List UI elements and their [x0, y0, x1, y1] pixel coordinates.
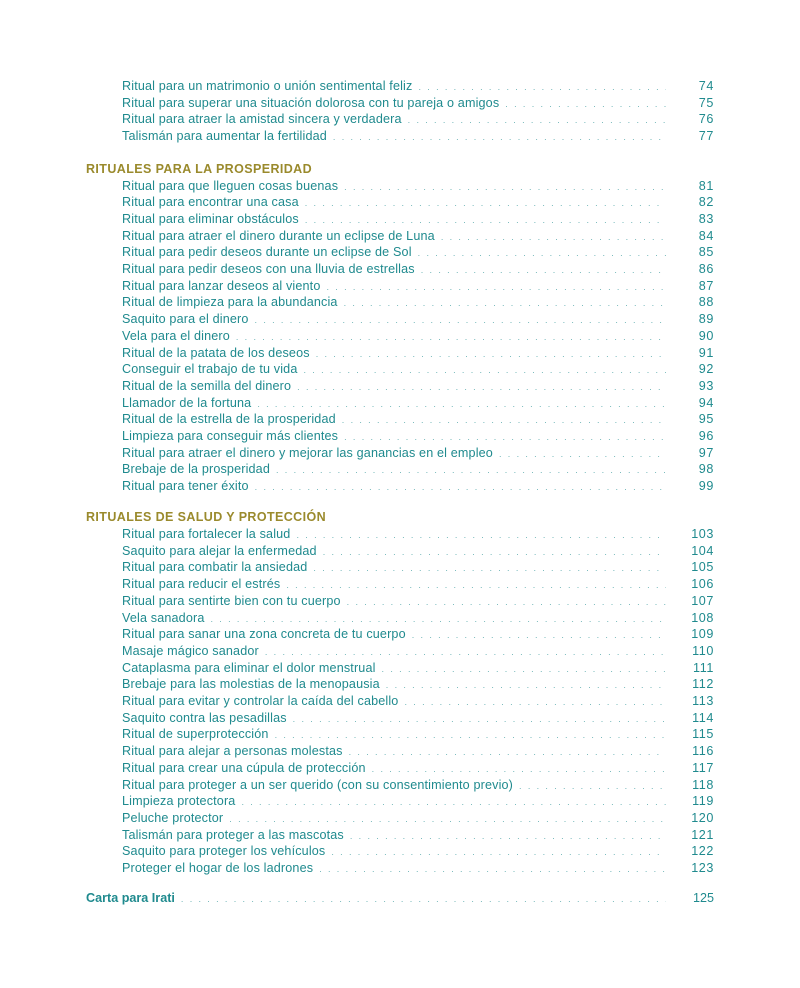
leader-dots: [386, 677, 666, 694]
leader-dots: [316, 346, 666, 363]
toc-entry[interactable]: [122, 311, 714, 328]
leader-dots: [418, 245, 666, 262]
toc-entry-page: 98: [698, 462, 714, 477]
leader-dots: [286, 577, 666, 594]
toc-entry[interactable]: [122, 760, 714, 777]
toc-entry-title: Ritual para atraer la amistad sincera y verdadera: [122, 112, 402, 127]
toc-entry-page: 91: [698, 345, 714, 360]
toc-entry[interactable]: [122, 411, 714, 428]
toc-entry-title: Ritual para atraer el dinero durante un eclipse de Luna: [122, 228, 435, 243]
toc-entry-page: 82: [698, 195, 714, 210]
toc-entry[interactable]: [122, 576, 714, 593]
toc-entry-page: 87: [698, 278, 714, 293]
leader-dots: [319, 861, 666, 878]
toc-entry-page: 88: [698, 295, 714, 310]
leader-dots: [305, 195, 666, 212]
toc-entry[interactable]: [122, 178, 714, 195]
toc-entry[interactable]: [122, 294, 714, 311]
toc-entry-page: 110: [692, 643, 714, 658]
toc-entry-page: 114: [692, 710, 714, 725]
toc-entry-page: 121: [691, 827, 714, 842]
toc-entry[interactable]: [122, 777, 714, 794]
toc-entry-title: Saquito para alejar la enfermedad: [122, 543, 317, 558]
toc-entry[interactable]: [122, 710, 714, 727]
toc-entry[interactable]: [122, 610, 714, 627]
toc-entry-title: Saquito para proteger los vehículos: [122, 844, 326, 859]
toc-entry-title: Ritual de la patata de los deseos: [122, 345, 310, 360]
toc-entry-page: 123: [691, 861, 714, 875]
toc-entry[interactable]: [122, 543, 714, 560]
leader-dots: [313, 560, 666, 577]
toc-entry-title: Ritual para atraer el dinero y mejorar las ganancias en el empleo: [122, 445, 493, 460]
toc-entry-page: 92: [698, 362, 714, 377]
toc-entry-page: 103: [691, 527, 714, 541]
toc-entry[interactable]: [122, 726, 714, 743]
toc-entry-page: 77: [698, 129, 714, 144]
toc-entry-title: Limpieza para conseguir más clientes: [122, 429, 339, 443]
toc-entry[interactable]: [122, 361, 714, 378]
toc-entry-title: Ritual para sanar una zona concreta de tu cuerpo: [122, 627, 406, 642]
toc-final-entry-title: Carta para Irati: [86, 891, 175, 905]
toc-entry-title: Ritual para pedir deseos durante un eclipse de Sol: [122, 245, 412, 260]
toc-entry-page: 107: [691, 593, 714, 608]
toc-entry[interactable]: [122, 626, 714, 643]
toc-entry-title: Cataplasma para eliminar el dolor menstrual: [122, 660, 376, 675]
toc-entry-title: Ritual para pedir deseos con una lluvia de estrellas: [122, 262, 415, 276]
toc-entry-page: 84: [698, 228, 714, 243]
toc-entry[interactable]: [122, 95, 714, 112]
leader-dots: [181, 891, 666, 908]
toc-entry-page: 111: [693, 660, 714, 675]
toc-entry-title: Brebaje para las molestias de la menopausia: [122, 677, 380, 692]
toc-entry-title: Saquito contra las pesadillas: [122, 710, 287, 725]
toc-entry-page: 97: [698, 445, 714, 460]
toc-entry[interactable]: [122, 328, 714, 345]
leader-dots: [255, 312, 666, 329]
toc-entry[interactable]: [122, 526, 714, 543]
leader-dots: [342, 412, 666, 429]
toc-entry-title: Ritual para superar una situación dolorosa con tu pareja o amigos: [122, 95, 500, 110]
toc-entry-title: Ritual para combatir la ansiedad: [122, 560, 308, 575]
leader-dots: [382, 661, 666, 678]
toc-entry[interactable]: [122, 743, 714, 760]
leader-dots: [344, 429, 666, 446]
toc-entry-page: 116: [692, 744, 714, 759]
toc-entry-page: 106: [691, 577, 714, 592]
toc-entry-title: Ritual para que lleguen cosas buenas: [122, 178, 339, 193]
toc-entry[interactable]: [122, 278, 714, 295]
leader-dots: [349, 744, 666, 761]
toc-entry[interactable]: [122, 676, 714, 693]
toc-entry-page: 120: [691, 810, 714, 825]
toc-entry[interactable]: [122, 810, 714, 827]
toc-entry-title: Ritual de limpieza para la abundancia: [122, 295, 338, 310]
toc-entry-title: Ritual para reducir el estrés: [122, 577, 281, 592]
leader-dots: [441, 229, 666, 246]
leader-dots: [408, 112, 666, 129]
toc-entry-title: Conseguir el trabajo de tu vida: [122, 362, 298, 377]
leader-dots: [210, 611, 666, 628]
toc-entry-page: 115: [692, 727, 714, 742]
toc-entry-title: Llamador de la fortuna: [122, 395, 252, 410]
toc-entry[interactable]: [122, 693, 714, 710]
toc-entry[interactable]: [122, 643, 714, 660]
toc-entry-title: Saquito para el dinero: [122, 312, 249, 327]
toc-entry-title: Ritual de superprotección: [122, 727, 269, 742]
toc-entry[interactable]: [122, 228, 714, 245]
leader-dots: [236, 329, 666, 346]
toc-entry-title: Ritual para proteger a un ser querido (con su consentimiento previo): [122, 777, 514, 792]
section-heading: RITUALES PARA LA PROSPERIDAD: [86, 162, 313, 176]
leader-dots: [519, 778, 666, 795]
toc-entry-title: Ritual para fortalecer la salud: [122, 527, 291, 541]
toc-entry-page: 81: [698, 178, 714, 193]
toc-entry-title: Vela sanadora: [122, 610, 205, 625]
toc-entry-title: Vela para el dinero: [122, 328, 230, 343]
toc-entry-page: 122: [691, 844, 714, 859]
leader-dots: [326, 279, 666, 296]
toc-entry-title: Ritual para crear una cúpula de protección: [122, 760, 366, 775]
toc-entry-page: 76: [698, 112, 714, 127]
leader-dots: [372, 761, 666, 778]
toc-entry[interactable]: [122, 194, 714, 211]
toc-entry[interactable]: [122, 860, 714, 877]
leader-dots: [344, 179, 666, 196]
leader-dots: [350, 828, 666, 845]
leader-dots: [265, 644, 666, 661]
toc-entry-title: Ritual para eliminar obstáculos: [122, 211, 299, 226]
toc-entry-page: 99: [698, 479, 714, 494]
toc-entry[interactable]: [122, 478, 714, 495]
toc-entry-title: Talismán para aumentar la fertilidad: [122, 129, 327, 144]
toc-entry[interactable]: [122, 445, 714, 462]
toc-entry-page: 75: [698, 95, 714, 110]
toc-entry[interactable]: [122, 660, 714, 677]
toc-entry-page: 86: [698, 262, 714, 276]
leader-dots: [293, 711, 666, 728]
toc-entry[interactable]: [122, 395, 714, 412]
toc-entry[interactable]: [122, 345, 714, 362]
toc-entry-title: Ritual para evitar y controlar la caída del cabello: [122, 694, 399, 708]
leader-dots: [305, 212, 666, 229]
toc-entry-title: Peluche protector: [122, 810, 224, 825]
leader-dots: [297, 379, 666, 396]
toc-entry[interactable]: [122, 261, 714, 278]
leader-dots: [229, 811, 666, 828]
toc-entry-title: Ritual para tener éxito: [122, 479, 249, 494]
toc-entry-page: 85: [698, 245, 714, 260]
leader-dots: [303, 362, 666, 379]
toc-entry-page: 117: [692, 760, 714, 775]
toc-entry-page: 105: [691, 560, 714, 575]
toc-entry-page: 119: [692, 794, 714, 809]
toc-entry-title: Ritual para un matrimonio o unión sentimental feliz: [122, 79, 413, 93]
toc-entry[interactable]: [122, 211, 714, 228]
toc-entry-page: 118: [692, 777, 714, 792]
toc-entry-title: Ritual para encontrar una casa: [122, 195, 299, 210]
leader-dots: [255, 479, 666, 496]
toc-entry-page: 109: [691, 627, 714, 642]
toc-entry[interactable]: [122, 378, 714, 395]
toc-entry-page: 93: [698, 378, 714, 393]
toc-entry[interactable]: [122, 461, 714, 478]
toc-entry-page: 94: [698, 395, 714, 410]
toc-entry-title: Ritual para lanzar deseos al viento: [122, 278, 321, 293]
toc-entry[interactable]: [122, 244, 714, 261]
leader-dots: [257, 396, 666, 413]
toc-entry-page: 96: [698, 429, 714, 443]
toc-entry-title: Ritual para sentirte bien con tu cuerpo: [122, 593, 341, 608]
toc-entry-title: Limpieza protectora: [122, 794, 236, 809]
leader-dots: [276, 462, 666, 479]
toc-entry-page: 108: [691, 610, 714, 625]
leader-dots: [421, 262, 666, 279]
leader-dots: [333, 129, 666, 146]
toc-entry-page: 89: [698, 312, 714, 327]
toc-entry-page: 83: [698, 211, 714, 226]
toc-entry-page: 90: [698, 328, 714, 343]
toc-entry[interactable]: [122, 843, 714, 860]
toc-entry-title: Masaje mágico sanador: [122, 643, 259, 658]
toc-entry-title: Ritual de la semilla del dinero: [122, 378, 292, 393]
toc-entry[interactable]: [122, 111, 714, 128]
toc-entry[interactable]: [122, 827, 714, 844]
toc-entry-page: 74: [698, 79, 714, 93]
toc-entry[interactable]: [122, 128, 714, 145]
leader-dots: [347, 594, 666, 611]
toc-entry-title: Brebaje de la prosperidad: [122, 462, 270, 477]
toc-entry[interactable]: [122, 428, 714, 445]
toc-final-entry[interactable]: [86, 890, 714, 907]
toc-entry-title: Ritual para alejar a personas molestas: [122, 744, 343, 759]
toc-entry-page: 112: [692, 677, 714, 692]
toc-entry-title: Ritual de la estrella de la prosperidad: [122, 412, 336, 427]
leader-dots: [404, 694, 666, 711]
leader-dots: [275, 727, 666, 744]
toc-final-entry-page: 125: [692, 891, 714, 905]
toc-entry-title: Proteger el hogar de los ladrones: [122, 861, 314, 875]
leader-dots: [344, 295, 666, 312]
toc-entry[interactable]: [122, 78, 714, 95]
toc-entry-page: 95: [698, 412, 714, 427]
toc-entry-title: Talismán para proteger a las mascotas: [122, 827, 344, 842]
toc-entry-page: 104: [691, 543, 714, 558]
leader-dots: [412, 627, 666, 644]
section-heading: RITUALES DE SALUD Y PROTECCIÓN: [86, 510, 327, 524]
leader-dots: [241, 794, 666, 811]
toc-entry-page: 113: [692, 694, 714, 708]
leader-dots: [296, 527, 666, 544]
leader-dots: [331, 844, 666, 861]
leader-dots: [323, 544, 666, 561]
leader-dots: [418, 79, 666, 96]
toc-entry[interactable]: [122, 593, 714, 610]
leader-dots: [499, 446, 666, 463]
toc-entry[interactable]: [122, 793, 714, 810]
toc-entry[interactable]: [122, 559, 714, 576]
leader-dots: [505, 96, 666, 113]
